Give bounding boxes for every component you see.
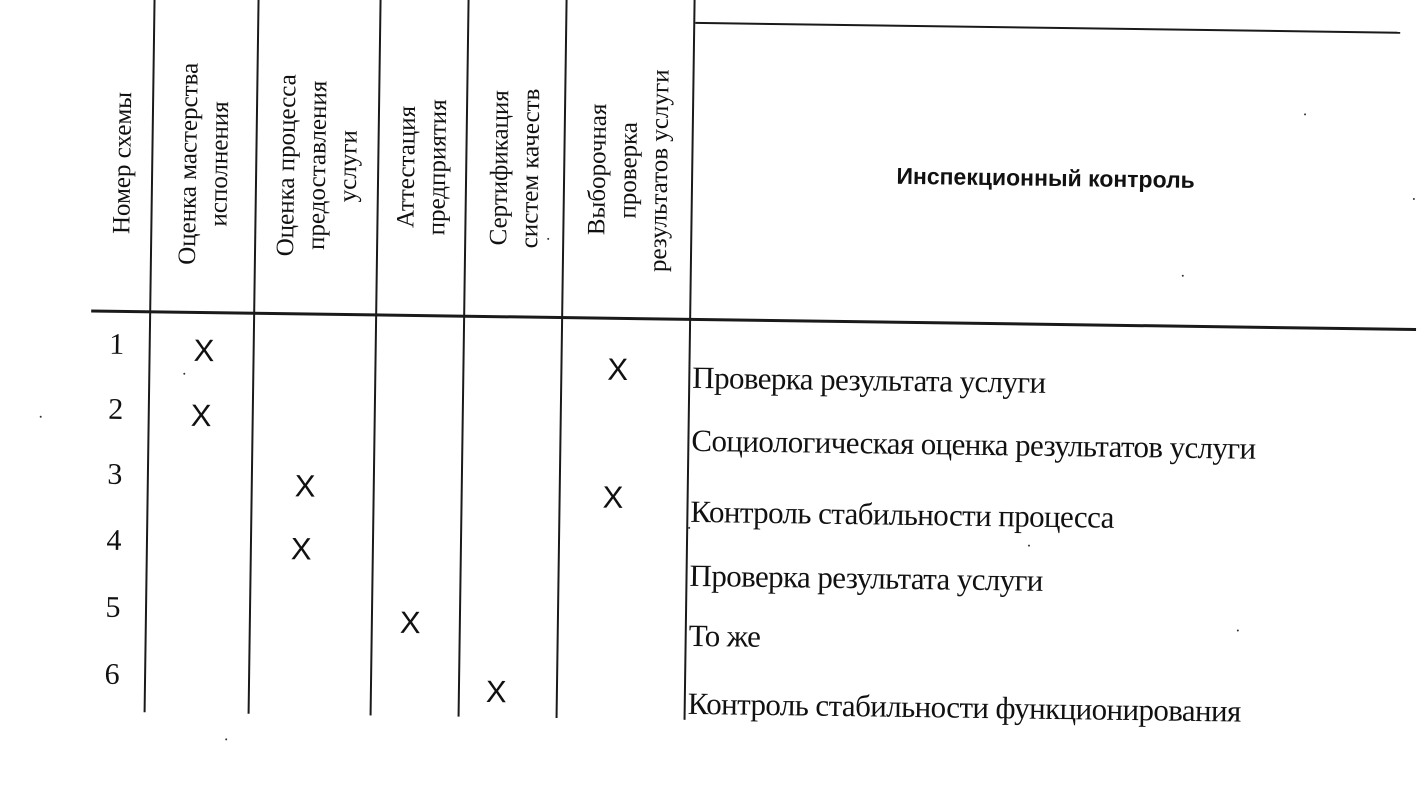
header-inspection-control: Инспекционный контроль [896, 162, 1195, 193]
inspection-control-text: То же [688, 617, 761, 654]
mark-x: X [607, 351, 629, 387]
mark-x: X [193, 332, 215, 369]
scan-speck [1413, 198, 1415, 200]
header-skill-assessment [153, 20, 255, 307]
header-line: предоставления [302, 80, 332, 251]
row-number: 3 [107, 457, 123, 491]
scan-speck [1182, 275, 1184, 277]
row-number: 1 [108, 327, 125, 361]
mark-x: X [485, 674, 507, 710]
scan-speck [688, 527, 690, 529]
header-line: систем качеств [516, 88, 546, 249]
scan-speck [1237, 630, 1239, 632]
header-line: Сертификация [485, 90, 515, 246]
mark-x: X [294, 468, 316, 504]
scan-speck [1304, 113, 1306, 115]
header-process-assessment [257, 22, 377, 310]
row-number: 6 [104, 657, 120, 691]
header-line: Оценка процесса [271, 73, 302, 257]
inspection-control-text: Контроль стабильности процесса [690, 493, 1115, 535]
header-line: услуги [334, 129, 363, 203]
header-bottom-rule [91, 309, 1416, 330]
inspection-control-text: Социологическая оценка результатов услуги [691, 422, 1256, 466]
top-rule [695, 22, 1400, 34]
mark-x: X [602, 479, 624, 515]
scan-speck [183, 373, 185, 375]
header-quality-systems-certification [467, 25, 563, 312]
scan-speck [225, 738, 227, 740]
mark-x: X [399, 604, 421, 641]
row-number: 4 [106, 523, 122, 557]
scan-speck [1028, 545, 1030, 547]
header-scheme-number [93, 20, 151, 307]
header-line: Аттестация [392, 105, 422, 229]
header-line: Выборочная [582, 103, 612, 236]
header-line: результатов услуги [644, 68, 675, 272]
mark-x: X [290, 531, 312, 567]
inspection-control-text: Проверка результата услуги [692, 359, 1046, 400]
mark-x: X [190, 397, 212, 434]
header-line: проверка [614, 121, 643, 219]
header-line: Оценка мастерства [173, 62, 204, 266]
row-number: 5 [105, 590, 121, 624]
scan-speck [547, 238, 549, 240]
header-scheme-number-text: Номер схемы [107, 91, 137, 235]
header-selective-check [565, 26, 691, 314]
scan-speck [40, 416, 42, 418]
header-line: предприятия [423, 99, 453, 236]
row-number: 2 [108, 392, 124, 426]
inspection-control-text: Контроль стабильности функционирования [687, 685, 1241, 729]
header-line: исполнения [205, 101, 235, 228]
header-enterprise-attestation [379, 24, 465, 311]
inspection-control-text: Проверка результата услуги [689, 557, 1044, 598]
